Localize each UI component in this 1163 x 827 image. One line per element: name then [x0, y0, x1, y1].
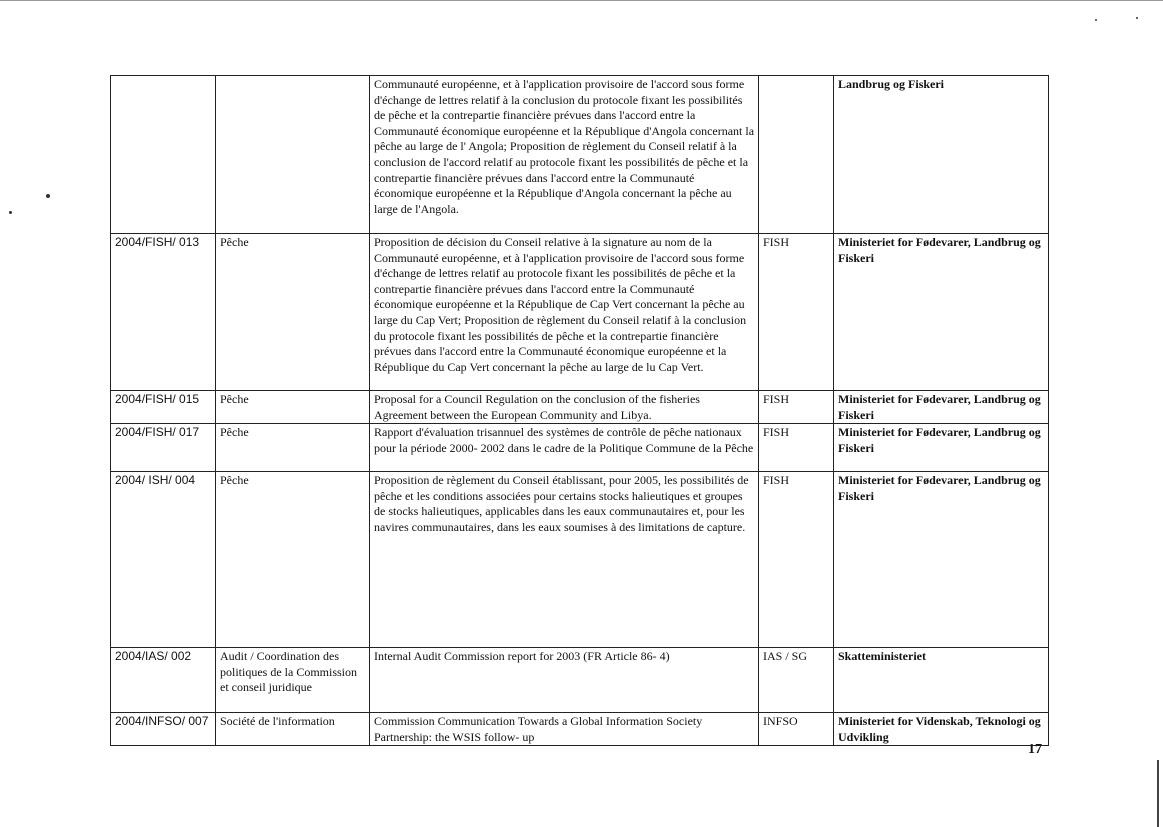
policy-area-cell: Pêche — [216, 391, 370, 424]
table-row — [111, 648, 1049, 713]
policy-area-cell: Pêche — [216, 234, 370, 391]
reference-cell: 2004/ ISH/ 004 — [111, 472, 216, 648]
dg-cell: FISH — [759, 424, 834, 472]
scan-edge-right — [1157, 760, 1159, 827]
scan-speck — [9, 211, 12, 214]
dg-cell: FISH — [759, 472, 834, 648]
description-cell: Proposal for a Council Regulation on the conclusion of the fisheries Agreement between the European Community and Libya. — [370, 391, 759, 424]
table-row — [111, 472, 1049, 648]
reference-cell: 2004/FISH/ 015 — [111, 391, 216, 424]
document-table — [110, 75, 1049, 746]
reference-cell — [111, 76, 216, 234]
ministry-cell: Ministeriet for Videnskab, Teknologi og Udvikling — [834, 713, 1049, 746]
description-cell: Proposition de règlement du Conseil établissant, pour 2005, les possibilités de pêche et les conditions associées pour certains stocks halieutiques et groupes de stocks halieutiques, applicables dans les eaux communautaires et, pour les navires communautaires, dans les eaux soumises à des limitations de capture. — [370, 472, 759, 648]
reference-cell: 2004/IAS/ 002 — [111, 648, 216, 713]
table-row — [111, 424, 1049, 472]
policy-area-cell: Pêche — [216, 472, 370, 648]
policy-area-cell: Société de l'information — [216, 713, 370, 746]
page-number: 17 — [1028, 742, 1042, 757]
table-row — [111, 76, 1049, 234]
ministry-cell: Ministeriet for Fødevarer, Landbrug og Fiskeri — [834, 234, 1049, 391]
reference-cell: 2004/FISH/ 013 — [111, 234, 216, 391]
ministry-cell: Landbrug og Fiskeri — [834, 76, 1049, 234]
description-cell: Communauté européenne, et à l'application provisoire de l'accord sous forme d'échange de lettres relatif à la conclusion du protocole fixant les possibilités de pêche et la contrepartie financière prévues dans l'accord entre la Communauté économique européenne et la République d'Angola concernant la pêche au large de l' Angola; Proposition de règlement du Conseil relatif à la conclusion de l'accord relatif au protocole fixant les possibilités de pêche et la contrepartie financière prévues dans l'accord entre la Communauté économique européenne et la République d'Angola concernant la pêche au large de l'Angola. — [370, 76, 759, 234]
scan-speck — [1095, 19, 1097, 21]
dg-cell: IAS / SG — [759, 648, 834, 713]
table-row — [111, 234, 1049, 391]
table-row — [111, 713, 1049, 746]
reference-cell: 2004/INFSO/ 007 — [111, 713, 216, 746]
description-cell: Internal Audit Commission report for 2003 (FR Article 86- 4) — [370, 648, 759, 713]
description-cell: Rapport d'évaluation trisannuel des systèmes de contrôle de pêche nationaux pour la période 2000- 2002 dans le cadre de la Politique Commune de la Pêche — [370, 424, 759, 472]
ministry-cell: Ministeriet for Fødevarer, Landbrug og Fiskeri — [834, 391, 1049, 424]
policy-area-cell: Pêche — [216, 424, 370, 472]
description-cell: Proposition de décision du Conseil relative à la signature au nom de la Communauté européenne, et à l'application provisoire de l'accord sous forme d'échange de lettres relatif au protocole fixant les possibilités de pêche et la contrepartie financière prévues dans l'accord entre la Communauté économique européenne et la République de Cap Vert concernant la pêche au large du Cap Vert; Proposition de règlement du Conseil relatif à la conclusion du protocole fixant les possibilités de pêche et la contrepartie financière prévues dans l'accord entre la Communauté économique européenne et la République du Cap Vert concernant la pêche au large de lu Cap Vert. — [370, 234, 759, 391]
dg-cell — [759, 76, 834, 234]
dg-cell: FISH — [759, 391, 834, 424]
description-cell: Commission Communication Towards a Global Information Society Partnership: the WSIS follow- up — [370, 713, 759, 746]
policy-area-cell — [216, 76, 370, 234]
scan-speck — [1136, 17, 1138, 19]
scan-speck — [46, 194, 50, 198]
policy-area-cell: Audit / Coordination des politiques de la Commission et conseil juridique — [216, 648, 370, 713]
ministry-cell: Skatteministeriet — [834, 648, 1049, 713]
reference-cell: 2004/FISH/ 017 — [111, 424, 216, 472]
table-row — [111, 391, 1049, 424]
ministry-cell: Ministeriet for Fødevarer, Landbrug og Fiskeri — [834, 424, 1049, 472]
ministry-cell: Ministeriet for Fødevarer, Landbrug og Fiskeri — [834, 472, 1049, 648]
scan-edge-top — [0, 0, 1163, 1]
dg-cell: INFSO — [759, 713, 834, 746]
dg-cell: FISH — [759, 234, 834, 391]
